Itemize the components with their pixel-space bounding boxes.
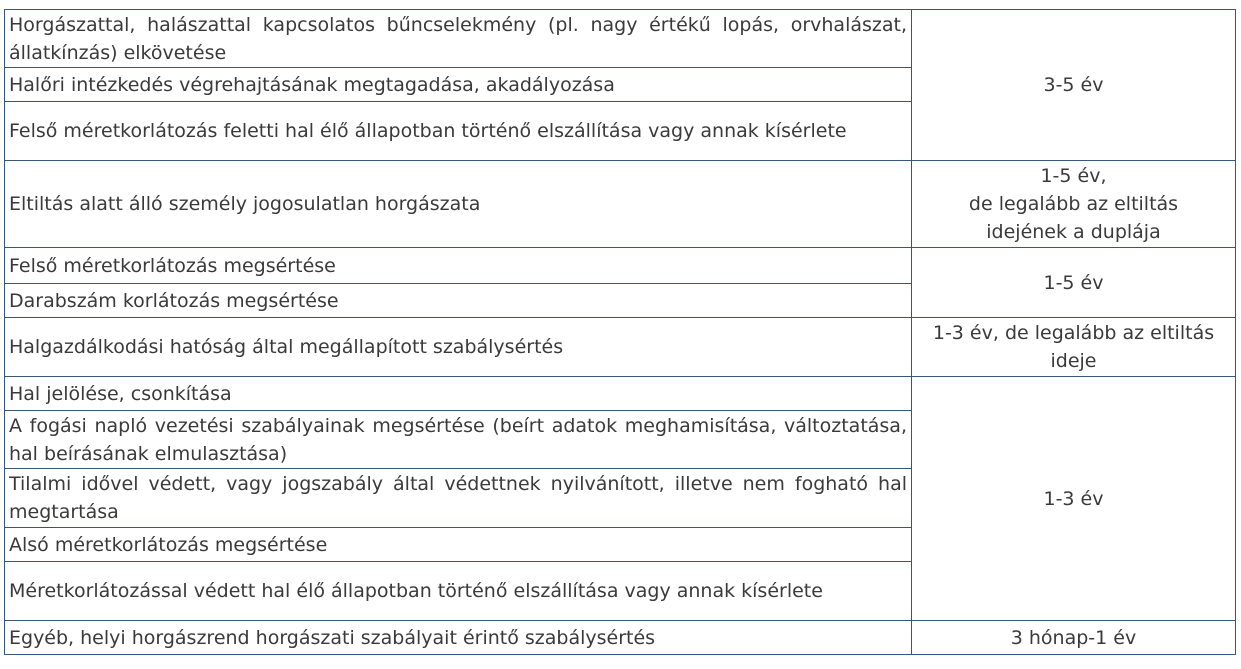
penalty-cell [912, 161, 1236, 248]
offense-cell: Alsó méretkorlátozás megsértése [5, 528, 912, 562]
penalty-line: de legalább az eltiltás [968, 193, 1179, 215]
table-row [5, 248, 1236, 284]
offense-cell: Eltiltás alatt álló személy jogosulatlan horgászata [5, 161, 912, 248]
penalty-cell [912, 318, 1236, 377]
offense-cell: A fogási napló vezetési szabályainak megsértése (beírt adatok meghamisítása, változtatása, hal beírásának elmulasztása) [5, 411, 912, 469]
penalty-line: 1-3 év, de legalább az eltiltás [932, 322, 1215, 344]
offense-cell: Halgazdálkodási hatóság által megállapított szabálysértés [5, 318, 912, 377]
offense-cell: Felső méretkorlátozás feletti hal élő állapotban történő elszállítása vagy annak kísérlete [5, 102, 912, 161]
table-row [5, 621, 1236, 655]
table-row [5, 318, 1236, 377]
offense-cell: Tilalmi idővel védett, vagy jogszabály által védettnek nyilvánított, illetve nem fogható hal megtartása [5, 469, 912, 528]
table-row [5, 161, 1236, 248]
penalty-line: idejének a duplája [986, 221, 1161, 243]
penalty-line: 1-5 év, [1040, 165, 1107, 187]
offense-cell: Horgászattal, halászattal kapcsolatos bűncselekmény (pl. nagy értékű lopás, orvhalászat, állatkínzás) elkövetése [5, 10, 912, 68]
penalty-line: ideje [1050, 350, 1097, 372]
table-row [5, 10, 1236, 68]
penalty-table [4, 9, 1236, 655]
offense-cell: Hal jelölése, csonkítása [5, 377, 912, 411]
penalty-cell: 3-5 év [912, 10, 1236, 161]
offense-cell: Méretkorlátozással védett hal élő állapotban történő elszállítása vagy annak kísérlete [5, 562, 912, 621]
penalty-cell: 3 hónap-1 év [912, 621, 1236, 655]
offense-cell: Darabszám korlátozás megsértése [5, 284, 912, 318]
offense-cell: Halőri intézkedés végrehajtásának megtagadása, akadályozása [5, 68, 912, 102]
penalty-cell: 1-3 év [912, 377, 1236, 621]
offense-cell: Egyéb, helyi horgászrend horgászati szabályait érintő szabálysértés [5, 621, 912, 655]
offense-cell: Felső méretkorlátozás megsértése [5, 248, 912, 284]
table-row [5, 377, 1236, 411]
penalty-cell: 1-5 év [912, 248, 1236, 318]
